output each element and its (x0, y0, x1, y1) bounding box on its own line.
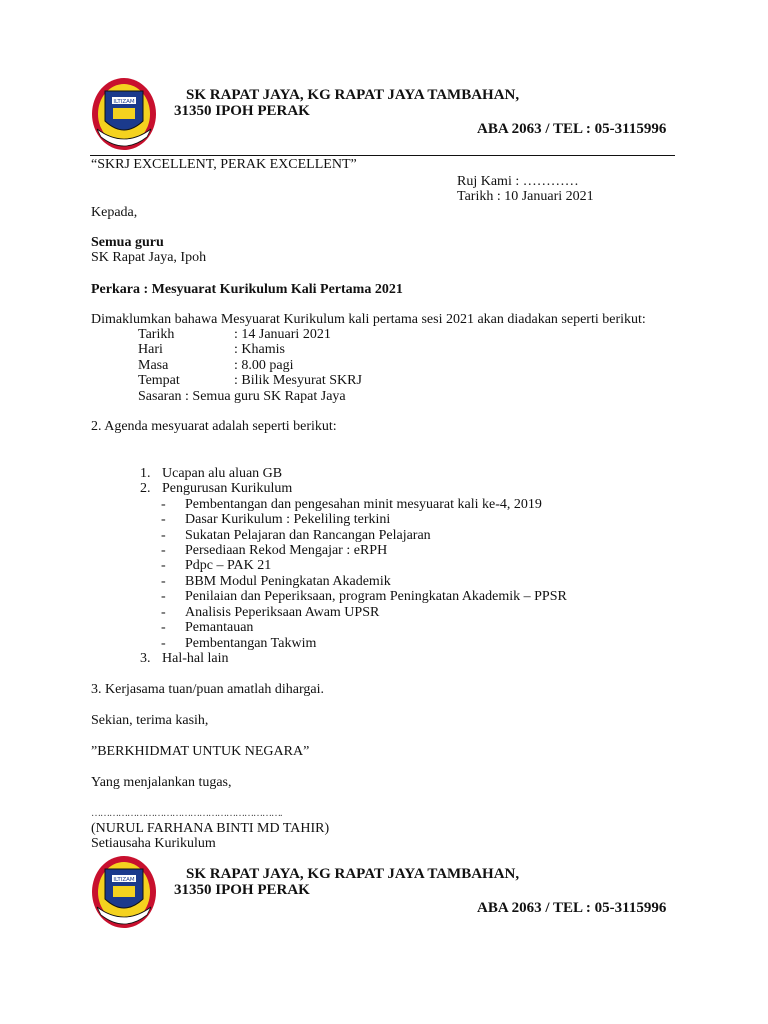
detail-key: Tarikh (138, 327, 175, 342)
agenda-subitem: - Pdpc – PAK 21 (161, 558, 272, 573)
letter-date: Tarikh : 10 Januari 2021 (457, 189, 594, 204)
school-code-tel: ABA 2063 / TEL : 05-3115996 (477, 121, 667, 137)
school-name-line1: SK RAPAT JAYA, KG RAPAT JAYA TAMBAHAN, (186, 866, 520, 882)
subitem-text: Penilaian dan Peperiksaan, program Peningkatan Akademik – PPSR (185, 589, 567, 604)
recipient-name: Semua guru (91, 235, 164, 250)
agenda-subitem: - Pembentangan dan pengesahan minit mesyuarat kali ke-4, 2019 (161, 497, 542, 512)
agenda-text: Hal-hal lain (162, 651, 229, 666)
svg-text:ILTIZAM: ILTIZAM (113, 877, 135, 883)
agenda-number: 3. (140, 651, 151, 666)
agenda-subitem: - Persediaan Rekod Mengajar : eRPH (161, 543, 388, 558)
detail-key: Masa (138, 358, 169, 373)
detail-value: : Bilik Mesyurat SKRJ (234, 373, 362, 388)
agenda-subitem: - Pemantauan (161, 620, 254, 635)
recipient-address: SK Rapat Jaya, Ipoh (91, 250, 207, 265)
subitem-text: Pembentangan dan pengesahan minit mesyuarat kali ke-4, 2019 (185, 497, 542, 512)
subitem-text: Analisis Peperiksaan Awam UPSR (185, 605, 380, 620)
signature-line: ………………………………………………………. (91, 808, 282, 819)
detail-value: : Khamis (234, 342, 285, 357)
slogan: ”BERKHIDMAT UNTUK NEGARA” (91, 744, 310, 759)
header-rule (90, 155, 675, 156)
svg-text:ILTIZAM: ILTIZAM (113, 99, 135, 105)
ref-number: Ruj Kami : ………… (457, 174, 579, 189)
agenda-subitem: - Pembentangan Takwim (161, 636, 317, 651)
subitem-text: Pembentangan Takwim (185, 636, 317, 651)
duty-line: Yang menjalankan tugas, (91, 775, 232, 790)
agenda-subitem: - Penilaian dan Peperiksaan, program Peningkatan Akademik – PPSR (161, 589, 567, 604)
detail-value: : 14 Januari 2021 (234, 327, 331, 342)
subitem-text: Pdpc – PAK 21 (185, 558, 272, 573)
school-logo (91, 855, 157, 929)
detail-key: Tempat (138, 373, 180, 388)
agenda-text: Pengurusan Kurikulum (162, 481, 293, 496)
motto: “SKRJ EXCELLENT, PERAK EXCELLENT” (91, 157, 357, 172)
agenda-text: Ucapan alu aluan GB (162, 466, 283, 481)
school-name-line2: 31350 IPOH PERAK (174, 103, 310, 119)
agenda-item (140, 651, 228, 667)
agenda-number: 2. (140, 481, 151, 496)
school-code-tel: ABA 2063 / TEL : 05-3115996 (477, 900, 667, 916)
detail-key: Hari (138, 342, 163, 357)
agenda-item (140, 481, 292, 497)
agenda-subitem: - Sukatan Pelajaran dan Rancangan Pelajaran (161, 528, 431, 543)
agenda-subitem: - Analisis Peperiksaan Awam UPSR (161, 605, 380, 620)
signatory-position: Setiausaha Kurikulum (91, 836, 216, 851)
subitem-text: Persediaan Rekod Mengajar : eRPH (185, 543, 388, 558)
detail-value: : 8.00 pagi (234, 358, 294, 373)
signatory-name: (NURUL FARHANA BINTI MD TAHIR) (91, 821, 330, 836)
subject: Perkara : Mesyuarat Kurikulum Kali Pertama 2021 (91, 282, 403, 297)
subitem-text: BBM Modul Peningkatan Akademik (185, 574, 391, 589)
sasaran-row: Sasaran : Semua guru SK Rapat Jaya (138, 389, 346, 404)
school-name-line2: 31350 IPOH PERAK (174, 882, 310, 898)
agenda-item (140, 466, 282, 482)
school-logo (91, 77, 157, 151)
subitem-text: Sukatan Pelajaran dan Rancangan Pelajaran (185, 528, 431, 543)
detail-row (138, 342, 285, 358)
subitem-text: Pemantauan (185, 620, 254, 635)
detail-row (138, 373, 362, 389)
school-name-line1: SK RAPAT JAYA, KG RAPAT JAYA TAMBAHAN, (186, 87, 520, 103)
thanks-line: Sekian, terima kasih, (91, 713, 209, 728)
agenda-number: 1. (140, 466, 151, 481)
subitem-text: Dasar Kurikulum : Pekeliling terkini (185, 512, 391, 527)
agenda-heading: 2. Agenda mesyuarat adalah seperti berikut: (91, 419, 337, 434)
cooperation-paragraph: 3. Kerjasama tuan/puan amatlah dihargai. (91, 682, 324, 697)
detail-row (138, 358, 294, 374)
detail-row (138, 327, 331, 343)
salutation: Kepada, (91, 205, 138, 220)
agenda-subitem: - Dasar Kurikulum : Pekeliling terkini (161, 512, 391, 527)
agenda-subitem: - BBM Modul Peningkatan Akademik (161, 574, 391, 589)
intro-paragraph: Dimaklumkan bahawa Mesyuarat Kurikulum kali pertama sesi 2021 akan diadakan seperti berikut: (91, 312, 646, 327)
